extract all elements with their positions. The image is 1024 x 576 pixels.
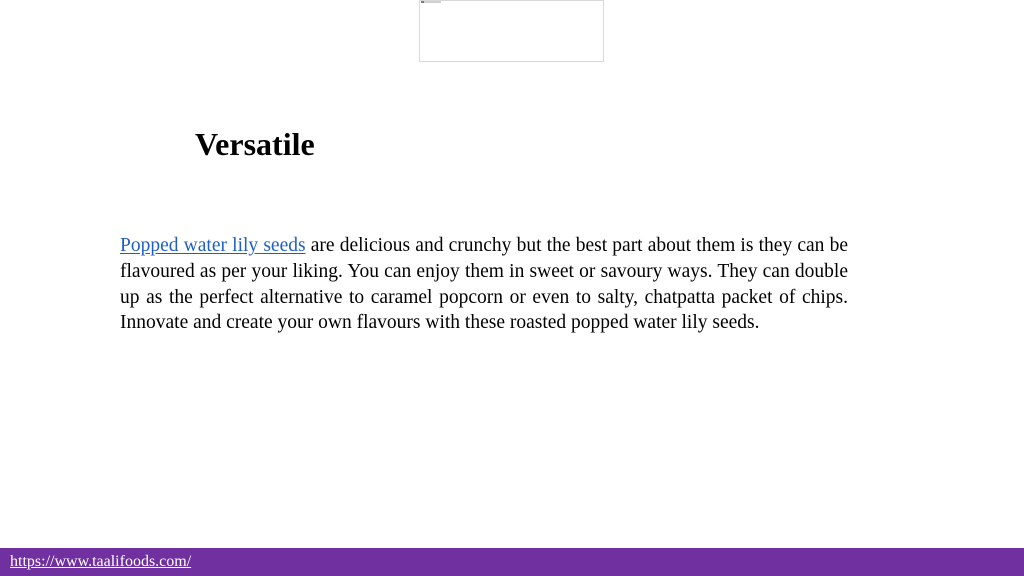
slide-heading: Versatile: [195, 126, 315, 162]
website-link[interactable]: https://www.taalifoods.com/: [10, 553, 192, 570]
footer-bar: [0, 548, 1024, 576]
image-placeholder: [419, 0, 604, 62]
paragraph-text: are delicious and crunchy but the best part about them is they can be flavoured as per your liking. You can enjoy them in sweet or savoury ways. They can double up as the perfect alternative to caramel popcorn or even to salty, chatpatta packet of chips. Innovate and create your own flavours with these roasted popped water lily seeds.: [120, 235, 849, 334]
product-link[interactable]: Popped water lily seeds: [120, 235, 306, 256]
broken-image-icon: [421, 1, 441, 3]
slide-paragraph: [120, 233, 848, 336]
